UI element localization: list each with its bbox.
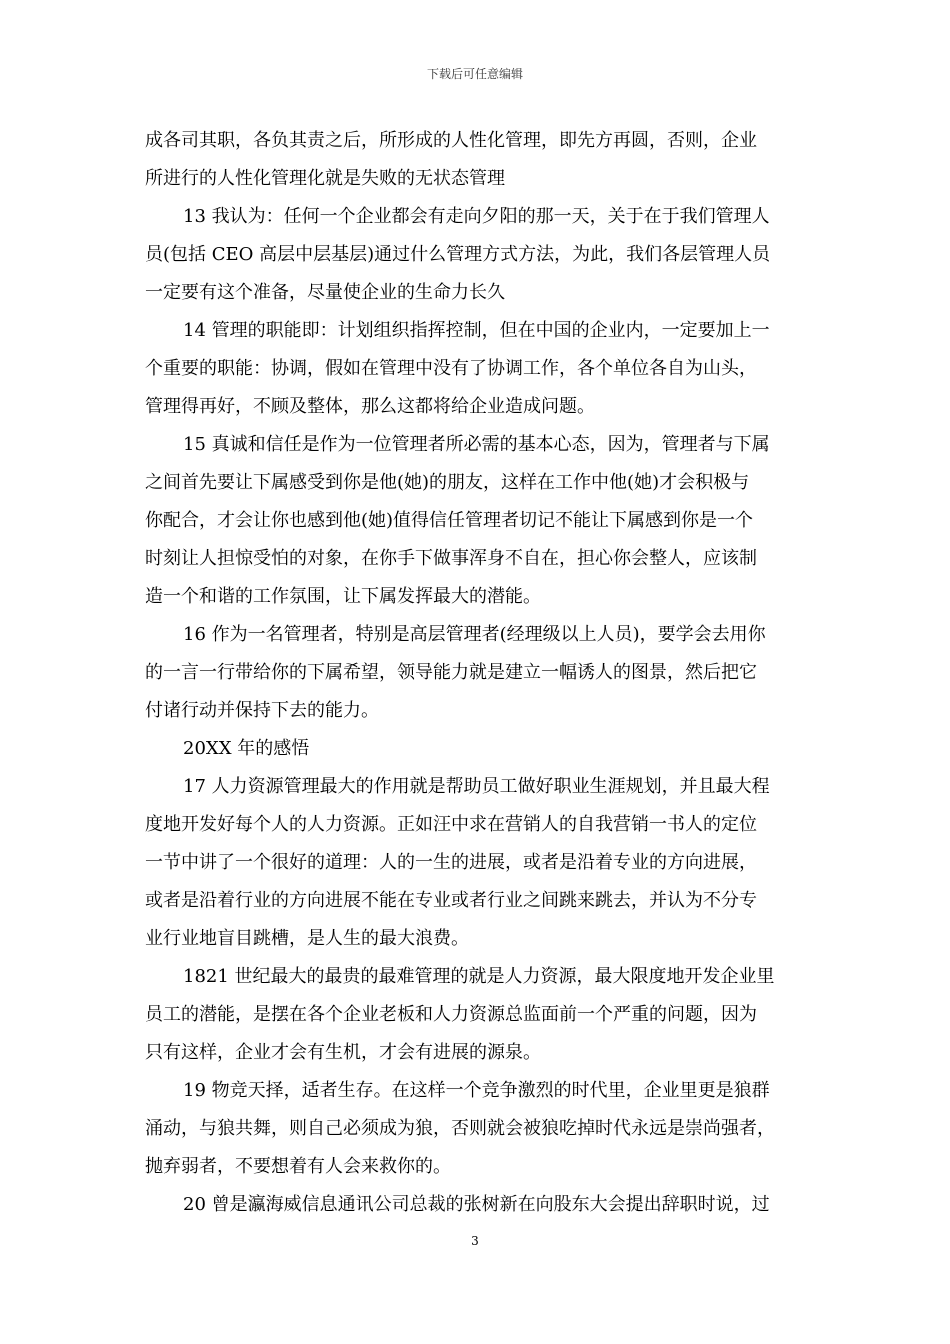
page-header: 下载后可任意编辑: [426, 67, 523, 81]
text-line: 所进行的人性化管理化就是失败的无状态管理: [145, 168, 505, 189]
text-line: 一节中讲了一个很好的道理：人的一生的进展，或者是沿着专业的方向进展，: [145, 852, 757, 873]
text-line: 抛弃弱者，不要想着有人会来救你的。: [145, 1156, 451, 1177]
text-line: 业行业地盲目跳槽，是人生的最大浪费。: [145, 928, 469, 949]
text-line: 20 曾是瀛海威信息通讯公司总裁的张树新在向股东大会提出辞职时说，过: [183, 1194, 770, 1215]
text-line: 13 我认为：任何一个企业都会有走向夕阳的那一天，关于在于我们管理人: [183, 206, 770, 227]
text-line: 涌动，与狼共舞，则自己必须成为狼，否则就会被狼吃掉时代永远是崇尚强者，: [145, 1118, 775, 1139]
text-line: 15 真诚和信任是作为一位管理者所必需的基本心态，因为，管理者与下属: [183, 434, 770, 455]
page-number: 3: [471, 1234, 479, 1248]
text-line: 员(包括 CEO 高层中层基层)通过什么管理方式方法，为此，我们各层管理人员: [145, 244, 771, 265]
text-line: 之间首先要让下属感受到你是他(她)的朋友，这样在工作中他(她)才会积极与: [145, 472, 750, 493]
text-line: 度地开发好每个人的人力资源。正如汪中求在营销人的自我营销一书人的定位: [145, 814, 757, 835]
text-line: 的一言一行带给你的下属希望，领导能力就是建立一幅诱人的图景，然后把它: [145, 662, 757, 683]
text-line: 只有这样，企业才会有生机，才会有进展的源泉。: [145, 1042, 541, 1063]
text-line: 17 人力资源管理最大的作用就是帮助员工做好职业生涯规划，并且最大程: [183, 776, 770, 797]
paragraph: [145, 1186, 805, 1224]
text-line: 付诸行动并保持下去的能力。: [145, 700, 379, 721]
text-line: 20XX 年的感悟: [183, 738, 310, 759]
text-line: 1821 世纪最大的最贵的最难管理的就是人力资源，最大限度地开发企业里: [183, 966, 775, 987]
text-line: 成各司其职，各负其责之后，所形成的人性化管理，即先方再圆，否则，企业: [145, 130, 757, 151]
text-line: 你配合，才会让你也感到他(她)值得信任管理者切记不能让下属感到你是一个: [145, 510, 754, 531]
text-line: 造一个和谐的工作氛围，让下属发挥最大的潜能。: [145, 586, 541, 607]
text-line: 16 作为一名管理者，特别是高层管理者(经理级以上人员)，要学会去用你: [183, 624, 766, 645]
paragraph: [145, 122, 805, 198]
document-body: [145, 122, 805, 1224]
paragraph: [145, 730, 805, 768]
paragraph: [145, 198, 805, 312]
text-line: 一定要有这个准备，尽量使企业的生命力长久: [145, 282, 505, 303]
paragraph: [145, 958, 805, 1072]
paragraph: [145, 768, 805, 958]
text-line: 14 管理的职能即：计划组织指挥控制，但在中国的企业内，一定要加上一: [183, 320, 770, 341]
text-line: 或者是沿着行业的方向进展不能在专业或者行业之间跳来跳去，并认为不分专: [145, 890, 757, 911]
text-line: 员工的潜能，是摆在各个企业老板和人力资源总监面前一个严重的问题，因为: [145, 1004, 757, 1025]
text-line: 个重要的职能：协调，假如在管理中没有了协调工作，各个单位各自为山头，: [145, 358, 757, 379]
text-line: 19 物竞天择，适者生存。在这样一个竞争激烈的时代里，企业里更是狼群: [183, 1080, 770, 1101]
paragraph: [145, 312, 805, 426]
paragraph: [145, 1072, 805, 1186]
text-line: 管理得再好，不顾及整体，那么这都将给企业造成问题。: [145, 396, 595, 417]
paragraph: [145, 616, 805, 730]
text-line: 时刻让人担惊受怕的对象，在你手下做事浑身不自在，担心你会整人，应该制: [145, 548, 757, 569]
paragraph: [145, 426, 805, 616]
